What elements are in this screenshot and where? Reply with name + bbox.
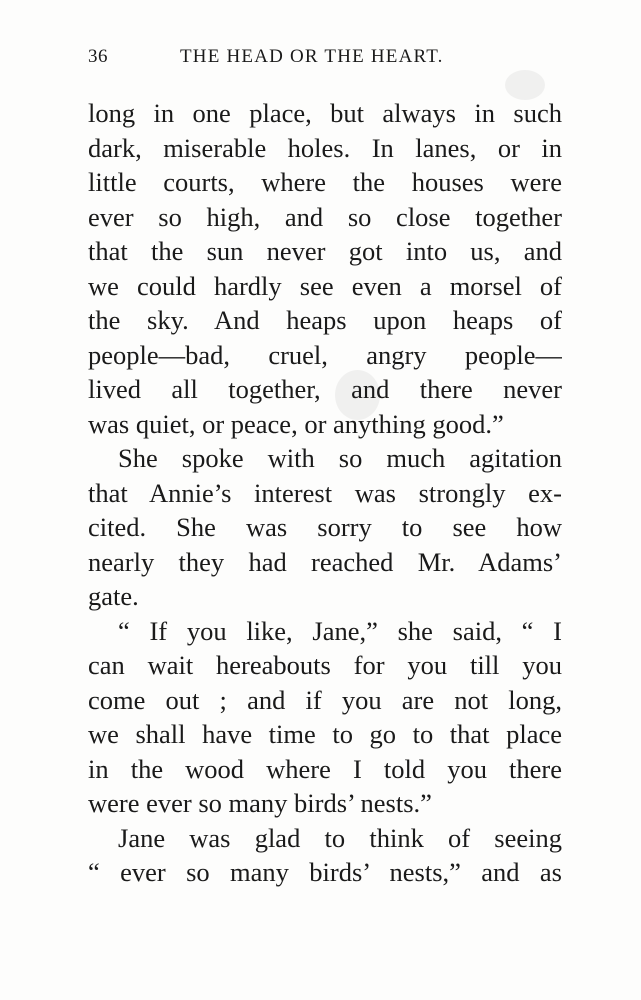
text-line: “ If you like, Jane,” she said, “ I — [118, 615, 562, 646]
text-line: that the sun never got into us, and — [88, 236, 562, 266]
text-line: that Annie’s interest was strongly ex- — [88, 477, 562, 508]
text-line: long in one place, but always in such — [88, 98, 562, 128]
text-line: “ ever so many birds’ nests,” and as — [88, 857, 562, 887]
text-line: cited. She was sorry to see how — [88, 512, 562, 542]
text-line: Jane was glad to think of seeing — [118, 822, 562, 853]
text-line: the sky. And heaps upon heaps of — [88, 305, 562, 335]
text-line: nearly they had reached Mr. Adams’ — [88, 546, 562, 577]
text-line: in the wood where I told you there — [88, 753, 562, 784]
text-line: can wait hereabouts for you till you — [88, 650, 562, 680]
running-title: THE HEAD OR THE HEART. — [180, 46, 444, 67]
text-line: little courts, where the houses were — [88, 167, 562, 197]
text-line: lived all together, and there never — [88, 374, 562, 404]
text-line: were ever so many birds’ nests.” — [88, 788, 432, 818]
text-line: gate. — [88, 581, 139, 611]
text-line: people—bad, cruel, angry people— — [88, 339, 562, 370]
text-line: dark, miserable holes. In lanes, or in — [88, 132, 562, 163]
text-line: She spoke with so much agitation — [118, 443, 562, 473]
running-head — [88, 46, 562, 70]
text-line: ever so high, and so close together — [88, 201, 562, 232]
text-line: we could hardly see even a morsel of — [88, 270, 562, 301]
text-line: we shall have time to go to that place — [88, 719, 562, 749]
text-line: come out ; and if you are not long, — [88, 684, 562, 715]
body-text — [88, 96, 562, 890]
page-number: 36 — [88, 46, 108, 67]
text-line: was quiet, or peace, or anything good.” — [88, 408, 504, 439]
